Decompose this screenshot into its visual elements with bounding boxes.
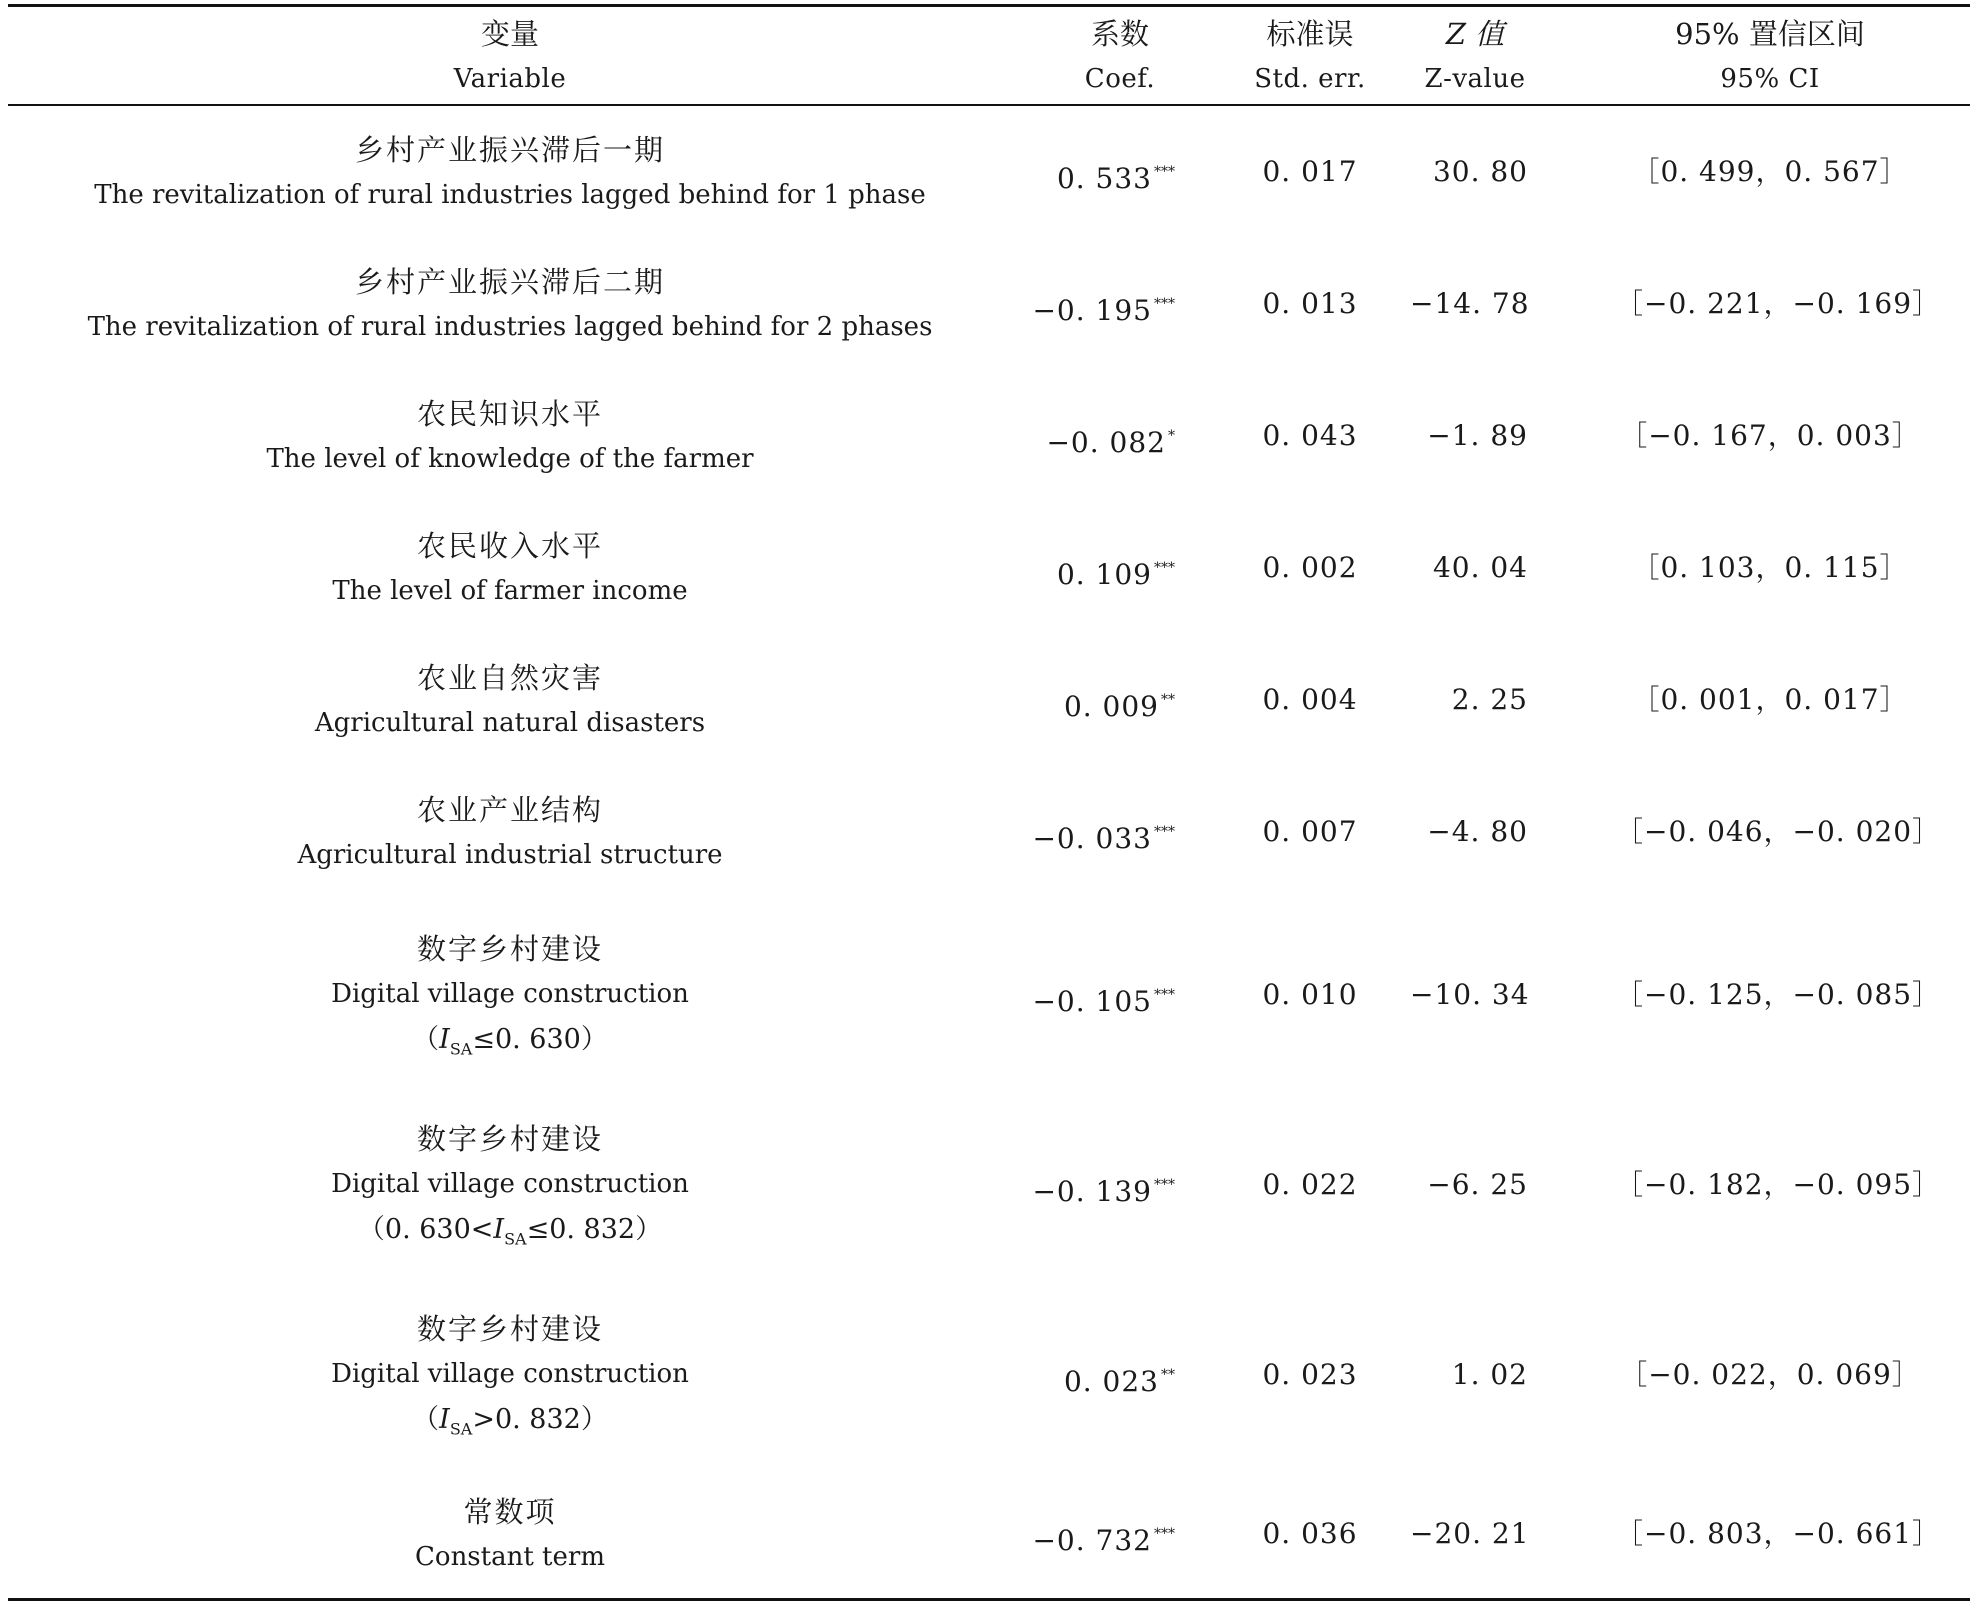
significance-stars: ***: [1154, 824, 1175, 840]
se-value: 0. 017: [1262, 155, 1358, 188]
z-value: −20. 21: [1410, 1517, 1530, 1550]
z-value: −1. 89: [1427, 419, 1528, 452]
variable-zh: 农业自然灾害: [416, 661, 603, 695]
se-value: 0. 004: [1262, 683, 1358, 716]
variable-zh: 数字乡村建设: [416, 1312, 603, 1346]
se-value: 0. 022: [1262, 1168, 1358, 1201]
coef-value: −0. 195: [1032, 294, 1152, 327]
coef-value: 0. 109: [1056, 558, 1152, 591]
variable-zh: 乡村产业振兴滞后一期: [354, 133, 665, 167]
header-variable: [300, 12, 720, 102]
bottom-rule: [8, 1598, 1970, 1601]
z-value: −4. 80: [1427, 815, 1528, 848]
variable-cell: [20, 788, 1000, 878]
header-se-en: Std. err.: [1254, 64, 1366, 94]
ci-value: ［−0. 182，−0. 095］: [1615, 1168, 1942, 1201]
coef-value: 0. 023: [1063, 1365, 1159, 1398]
ci-value: ［−0. 022，0. 069］: [1619, 1358, 1921, 1391]
variable-zh: 数字乡村建设: [416, 932, 603, 966]
significance-stars: ***: [1154, 164, 1175, 180]
coef-cell: [1015, 975, 1175, 1022]
condition-symbol: I: [439, 1404, 450, 1435]
variable-en: Agricultural industrial structure: [297, 840, 723, 870]
coef-value: −0. 139: [1032, 1175, 1152, 1208]
significance-stars: ***: [1154, 296, 1175, 312]
z-value: 30. 80: [1432, 155, 1528, 188]
ci-value: ［−0. 125，−0. 085］: [1615, 978, 1942, 1011]
variable-cell: [20, 1117, 1000, 1261]
coef-value: 0. 009: [1063, 690, 1159, 723]
coef-cell: [1015, 1355, 1175, 1402]
variable-cell: [20, 128, 1000, 218]
ci-value: ［0. 103，0. 115］: [1631, 551, 1909, 584]
significance-stars: **: [1161, 692, 1175, 708]
coef-cell: [1015, 812, 1175, 859]
condition-suffix: ≤0. 832）: [526, 1214, 663, 1245]
header-z: [1400, 12, 1550, 102]
condition-prefix: （0. 630<: [357, 1214, 494, 1245]
threshold-condition: [20, 1397, 1000, 1451]
condition-symbol: I: [439, 1024, 450, 1055]
coef-value: −0. 082: [1046, 426, 1166, 459]
header-ci-en: 95% CI: [1720, 64, 1820, 94]
z-value: −6. 25: [1427, 1168, 1528, 1201]
header-rule: [8, 104, 1970, 106]
z-value: 1. 02: [1451, 1358, 1528, 1391]
coef-cell: [1015, 1514, 1175, 1561]
z-value: −14. 78: [1410, 287, 1530, 320]
header-z-zh: Z 值: [1445, 17, 1505, 51]
se-value: 0. 010: [1262, 978, 1358, 1011]
header-ci: [1620, 12, 1920, 102]
variable-en: The revitalization of rural industries lagged behind for 2 phases: [87, 312, 933, 342]
coef-cell: [1015, 1165, 1175, 1212]
variable-cell: [20, 392, 1000, 482]
variable-zh: 数字乡村建设: [416, 1122, 603, 1156]
coef-cell: [1015, 416, 1175, 463]
coef-cell: [1015, 152, 1175, 199]
coef-cell: [1015, 680, 1175, 727]
variable-en: The level of knowledge of the farmer: [266, 444, 754, 474]
header-se: [1230, 12, 1390, 102]
variable-zh: 农民收入水平: [416, 529, 603, 563]
header-variable-en: Variable: [453, 64, 567, 94]
se-value: 0. 002: [1262, 551, 1358, 584]
header-coef: [1045, 12, 1195, 102]
top-rule: [8, 4, 1970, 7]
variable-cell: [20, 656, 1000, 746]
se-value: 0. 043: [1262, 419, 1358, 452]
se-value: 0. 013: [1262, 287, 1358, 320]
variable-zh: 乡村产业振兴滞后二期: [354, 265, 665, 299]
ci-value: ［0. 499，0. 567］: [1631, 155, 1909, 188]
variable-en: The revitalization of rural industries lagged behind for 1 phase: [94, 180, 926, 210]
variable-zh: 农业产业结构: [416, 793, 603, 827]
ci-value: ［−0. 167，0. 003］: [1619, 419, 1921, 452]
coef-cell: [1015, 284, 1175, 331]
variable-cell: [20, 524, 1000, 614]
variable-cell: [20, 927, 1000, 1071]
threshold-condition: [20, 1017, 1000, 1071]
variable-zh: 常数项: [463, 1495, 557, 1529]
coef-value: −0. 105: [1032, 985, 1152, 1018]
se-value: 0. 023: [1262, 1358, 1358, 1391]
header-ci-zh: 95% 置信区间: [1675, 17, 1865, 51]
variable-en: Constant term: [415, 1542, 605, 1572]
variable-en: Digital village construction: [331, 979, 689, 1009]
z-value: 2. 25: [1451, 683, 1528, 716]
condition-subscript: SA: [504, 1229, 527, 1249]
coef-value: −0. 033: [1032, 822, 1152, 855]
header-coef-zh: 系数: [1090, 17, 1149, 51]
significance-stars: ***: [1154, 1177, 1175, 1193]
significance-stars: ***: [1154, 560, 1175, 576]
ci-value: ［−0. 803，−0. 661］: [1615, 1517, 1942, 1550]
significance-stars: ***: [1154, 987, 1175, 1003]
variable-en: Digital village construction: [331, 1359, 689, 1389]
variable-cell: [20, 1490, 1000, 1580]
variable-zh: 农民知识水平: [416, 397, 603, 431]
significance-stars: ***: [1154, 1526, 1175, 1542]
se-value: 0. 036: [1262, 1517, 1358, 1550]
ci-value: ［−0. 046，−0. 020］: [1615, 815, 1942, 848]
variable-cell: [20, 260, 1000, 350]
condition-subscript: SA: [449, 1419, 473, 1439]
significance-stars: *: [1168, 428, 1175, 444]
z-value: 40. 04: [1432, 551, 1528, 584]
condition-prefix: （: [412, 1404, 440, 1435]
condition-symbol: I: [493, 1214, 505, 1245]
condition-suffix: >0. 832）: [472, 1404, 608, 1435]
coef-value: −0. 732: [1032, 1524, 1152, 1557]
condition-suffix: ≤0. 630）: [472, 1024, 608, 1055]
z-value: −10. 34: [1410, 978, 1530, 1011]
threshold-condition: [20, 1207, 1000, 1261]
condition-subscript: SA: [449, 1039, 473, 1059]
variable-cell: [20, 1307, 1000, 1451]
ci-value: ［0. 001，0. 017］: [1631, 683, 1909, 716]
header-variable-zh: 变量: [480, 17, 539, 51]
variable-en: The level of farmer income: [332, 576, 688, 606]
header-z-en: Z-value: [1424, 64, 1526, 94]
variable-en: Digital village construction: [331, 1169, 689, 1199]
se-value: 0. 007: [1262, 815, 1358, 848]
coef-value: 0. 533: [1056, 162, 1152, 195]
condition-prefix: （: [412, 1024, 440, 1055]
significance-stars: **: [1161, 1367, 1175, 1383]
coef-cell: [1015, 548, 1175, 595]
header-se-zh: 标准误: [1266, 17, 1354, 51]
ci-value: ［−0. 221，−0. 169］: [1615, 287, 1942, 320]
header-coef-en: Coef.: [1084, 64, 1156, 94]
variable-en: Agricultural natural disasters: [314, 708, 706, 738]
